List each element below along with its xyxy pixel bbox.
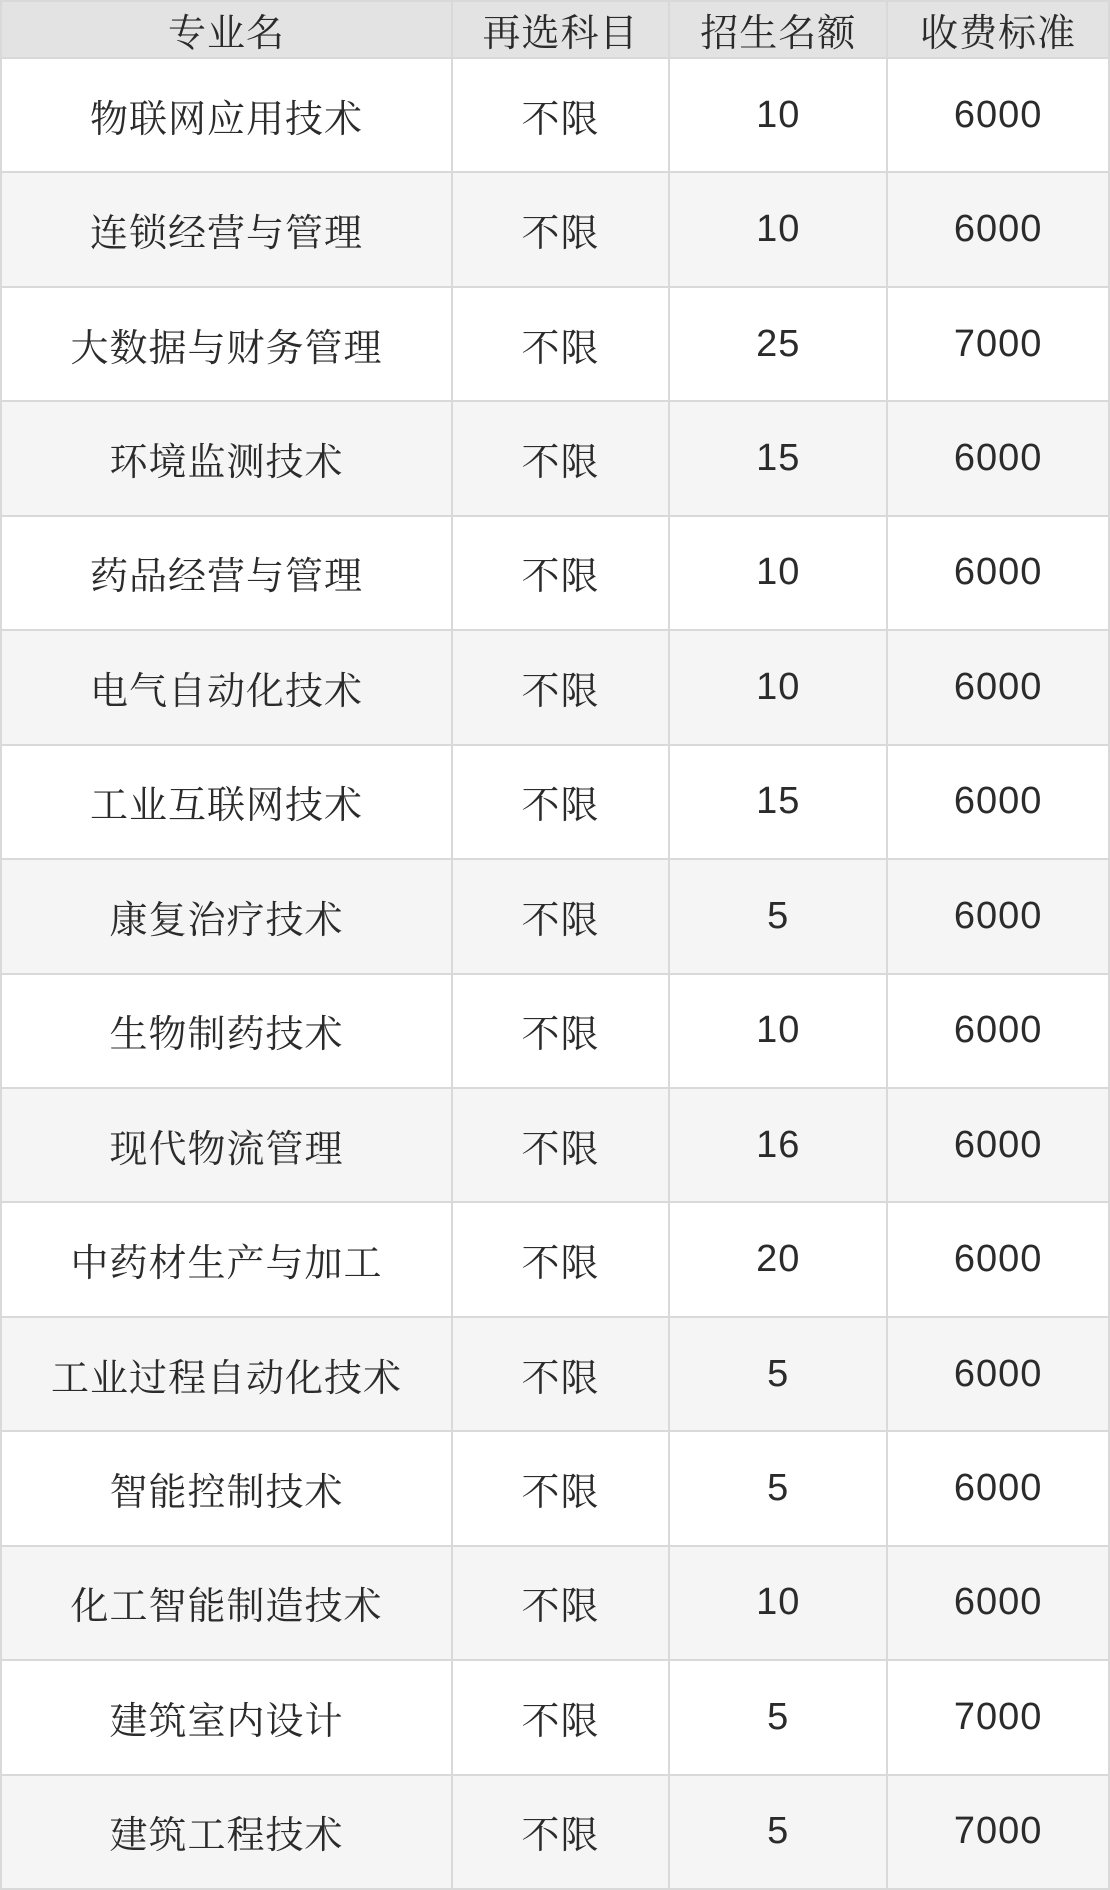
table-row xyxy=(1,1431,1109,1545)
cell-fee: 6000 xyxy=(887,630,1109,744)
table-row xyxy=(1,172,1109,286)
cell-major: 化工智能制造技术 xyxy=(1,1546,452,1660)
cell-quota: 15 xyxy=(669,745,887,859)
cell-quota: 5 xyxy=(669,1317,887,1431)
cell-major: 智能控制技术 xyxy=(1,1431,452,1545)
cell-quota: 10 xyxy=(669,58,887,172)
cell-fee: 6000 xyxy=(887,1546,1109,1660)
cell-subject: 不限 xyxy=(452,1431,669,1545)
cell-subject: 不限 xyxy=(452,1546,669,1660)
cell-quota: 20 xyxy=(669,1202,887,1316)
header-row xyxy=(1,1,1109,58)
cell-fee: 6000 xyxy=(887,859,1109,973)
table-row xyxy=(1,1775,1109,1889)
cell-subject: 不限 xyxy=(452,1317,669,1431)
header-fee: 收费标准 xyxy=(887,1,1109,58)
table-row xyxy=(1,859,1109,973)
cell-major: 康复治疗技术 xyxy=(1,859,452,973)
cell-fee: 7000 xyxy=(887,1660,1109,1774)
cell-major: 环境监测技术 xyxy=(1,401,452,515)
cell-fee: 6000 xyxy=(887,1317,1109,1431)
cell-major: 大数据与财务管理 xyxy=(1,287,452,401)
table-row xyxy=(1,1088,1109,1202)
header-subject: 再选科目 xyxy=(452,1,669,58)
cell-fee: 6000 xyxy=(887,401,1109,515)
cell-fee: 6000 xyxy=(887,1431,1109,1545)
cell-quota: 25 xyxy=(669,287,887,401)
cell-subject: 不限 xyxy=(452,1775,669,1889)
cell-major: 现代物流管理 xyxy=(1,1088,452,1202)
cell-subject: 不限 xyxy=(452,287,669,401)
cell-major: 电气自动化技术 xyxy=(1,630,452,744)
cell-quota: 5 xyxy=(669,1660,887,1774)
cell-subject: 不限 xyxy=(452,172,669,286)
cell-major: 建筑工程技术 xyxy=(1,1775,452,1889)
cell-subject: 不限 xyxy=(452,58,669,172)
cell-major: 生物制药技术 xyxy=(1,974,452,1088)
table-row xyxy=(1,1317,1109,1431)
table-row xyxy=(1,745,1109,859)
cell-quota: 15 xyxy=(669,401,887,515)
table-row xyxy=(1,1546,1109,1660)
cell-subject: 不限 xyxy=(452,745,669,859)
cell-subject: 不限 xyxy=(452,859,669,973)
cell-fee: 6000 xyxy=(887,745,1109,859)
cell-subject: 不限 xyxy=(452,630,669,744)
cell-major: 中药材生产与加工 xyxy=(1,1202,452,1316)
cell-quota: 16 xyxy=(669,1088,887,1202)
cell-fee: 6000 xyxy=(887,58,1109,172)
cell-major: 药品经营与管理 xyxy=(1,516,452,630)
cell-major: 物联网应用技术 xyxy=(1,58,452,172)
cell-major: 连锁经营与管理 xyxy=(1,172,452,286)
cell-major: 建筑室内设计 xyxy=(1,1660,452,1774)
cell-subject: 不限 xyxy=(452,1088,669,1202)
cell-fee: 7000 xyxy=(887,287,1109,401)
cell-fee: 6000 xyxy=(887,172,1109,286)
cell-major: 工业过程自动化技术 xyxy=(1,1317,452,1431)
table-row xyxy=(1,401,1109,515)
table-row xyxy=(1,1202,1109,1316)
cell-subject: 不限 xyxy=(452,401,669,515)
table-row xyxy=(1,1660,1109,1774)
cell-quota: 5 xyxy=(669,1775,887,1889)
cell-quota: 10 xyxy=(669,630,887,744)
cell-quota: 5 xyxy=(669,859,887,973)
cell-fee: 7000 xyxy=(887,1775,1109,1889)
cell-subject: 不限 xyxy=(452,1660,669,1774)
cell-quota: 10 xyxy=(669,974,887,1088)
table-row xyxy=(1,974,1109,1088)
header-major: 专业名 xyxy=(1,1,452,58)
cell-fee: 6000 xyxy=(887,516,1109,630)
cell-subject: 不限 xyxy=(452,1202,669,1316)
cell-quota: 5 xyxy=(669,1431,887,1545)
cell-quota: 10 xyxy=(669,1546,887,1660)
cell-fee: 6000 xyxy=(887,1088,1109,1202)
table-row xyxy=(1,287,1109,401)
table-row xyxy=(1,630,1109,744)
cell-subject: 不限 xyxy=(452,516,669,630)
cell-quota: 10 xyxy=(669,172,887,286)
table-row xyxy=(1,58,1109,172)
header-quota: 招生名额 xyxy=(669,1,887,58)
cell-major: 工业互联网技术 xyxy=(1,745,452,859)
cell-subject: 不限 xyxy=(452,974,669,1088)
cell-quota: 10 xyxy=(669,516,887,630)
cell-fee: 6000 xyxy=(887,1202,1109,1316)
cell-fee: 6000 xyxy=(887,974,1109,1088)
table-row xyxy=(1,516,1109,630)
